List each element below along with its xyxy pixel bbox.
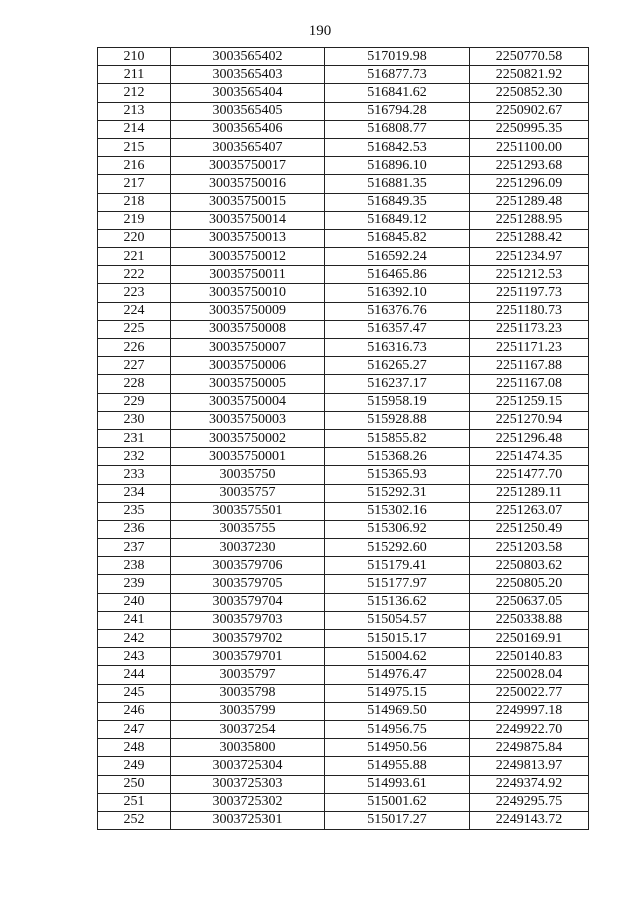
x-coordinate-cell: 516392.10 [325,284,470,302]
point-id-cell: 30035750010 [171,284,325,302]
x-coordinate-cell: 514993.61 [325,775,470,793]
point-id-cell: 3003579705 [171,575,325,593]
y-coordinate-cell: 2251296.09 [470,175,589,193]
x-coordinate-cell: 515306.92 [325,520,470,538]
table-row [98,448,589,466]
point-id-cell: 30037254 [171,720,325,738]
table-row [98,557,589,575]
point-number-cell: 222 [98,266,171,284]
y-coordinate-cell: 2251288.42 [470,229,589,247]
y-coordinate-cell: 2250338.88 [470,611,589,629]
y-coordinate-cell: 2251263.07 [470,502,589,520]
table-row [98,648,589,666]
y-coordinate-cell: 2251250.49 [470,520,589,538]
point-number-cell: 236 [98,520,171,538]
y-coordinate-cell: 2251293.68 [470,157,589,175]
point-number-cell: 250 [98,775,171,793]
point-id-cell: 3003565402 [171,48,325,66]
x-coordinate-cell: 516841.62 [325,84,470,102]
point-number-cell: 216 [98,157,171,175]
point-number-cell: 210 [98,48,171,66]
table-row [98,320,589,338]
point-id-cell: 30035750012 [171,248,325,266]
point-number-cell: 226 [98,339,171,357]
x-coordinate-cell: 515368.26 [325,448,470,466]
point-id-cell: 30035800 [171,739,325,757]
point-id-cell: 30035755 [171,520,325,538]
point-id-cell: 30035750004 [171,393,325,411]
point-id-cell: 30035798 [171,684,325,702]
table-row [98,302,589,320]
y-coordinate-cell: 2251203.58 [470,539,589,557]
table-row [98,229,589,247]
point-number-cell: 238 [98,557,171,575]
y-coordinate-cell: 2251171.23 [470,339,589,357]
table-row [98,375,589,393]
x-coordinate-cell: 515136.62 [325,593,470,611]
x-coordinate-cell: 514969.50 [325,702,470,720]
point-id-cell: 30035750008 [171,320,325,338]
point-number-cell: 225 [98,320,171,338]
point-id-cell: 30035750002 [171,429,325,447]
point-id-cell: 30037230 [171,539,325,557]
point-number-cell: 240 [98,593,171,611]
table-row [98,284,589,302]
table-row [98,702,589,720]
table-row [98,520,589,538]
point-id-cell: 3003565404 [171,84,325,102]
table-row [98,575,589,593]
y-coordinate-cell: 2251289.11 [470,484,589,502]
y-coordinate-cell: 2250140.83 [470,648,589,666]
y-coordinate-cell: 2249875.84 [470,739,589,757]
point-id-cell: 30035750 [171,466,325,484]
y-coordinate-cell: 2251234.97 [470,248,589,266]
x-coordinate-cell: 516237.17 [325,375,470,393]
y-coordinate-cell: 2251270.94 [470,411,589,429]
y-coordinate-cell: 2251100.00 [470,138,589,156]
table-row [98,757,589,775]
point-number-cell: 219 [98,211,171,229]
x-coordinate-cell: 515365.93 [325,466,470,484]
x-coordinate-cell: 514950.56 [325,739,470,757]
x-coordinate-cell: 515015.17 [325,630,470,648]
table-row [98,775,589,793]
x-coordinate-cell: 516845.82 [325,229,470,247]
table-row [98,248,589,266]
point-id-cell: 3003579706 [171,557,325,575]
x-coordinate-cell: 516592.24 [325,248,470,266]
x-coordinate-cell: 515177.97 [325,575,470,593]
y-coordinate-cell: 2250995.35 [470,120,589,138]
table-row [98,429,589,447]
table-row [98,593,589,611]
y-coordinate-cell: 2249813.97 [470,757,589,775]
point-id-cell: 30035750007 [171,339,325,357]
page-number: 190 [308,23,332,39]
point-id-cell: 30035750016 [171,175,325,193]
point-number-cell: 218 [98,193,171,211]
y-coordinate-cell: 2250821.92 [470,66,589,84]
point-id-cell: 3003579701 [171,648,325,666]
x-coordinate-cell: 514956.75 [325,720,470,738]
x-coordinate-cell: 516842.53 [325,138,470,156]
x-coordinate-cell: 515001.62 [325,793,470,811]
table-row [98,502,589,520]
x-coordinate-cell: 514976.47 [325,666,470,684]
point-number-cell: 211 [98,66,171,84]
y-coordinate-cell: 2249295.75 [470,793,589,811]
point-id-cell: 30035757 [171,484,325,502]
y-coordinate-cell: 2250770.58 [470,48,589,66]
x-coordinate-cell: 515179.41 [325,557,470,575]
y-coordinate-cell: 2250852.30 [470,84,589,102]
point-number-cell: 244 [98,666,171,684]
point-number-cell: 252 [98,811,171,829]
point-number-cell: 213 [98,102,171,120]
point-number-cell: 237 [98,539,171,557]
point-number-cell: 247 [98,720,171,738]
point-number-cell: 212 [98,84,171,102]
point-id-cell: 3003725302 [171,793,325,811]
table-row [98,393,589,411]
point-number-cell: 234 [98,484,171,502]
x-coordinate-cell: 516794.28 [325,102,470,120]
table-row [98,411,589,429]
table-row [98,539,589,557]
x-coordinate-cell: 516877.73 [325,66,470,84]
point-id-cell: 30035797 [171,666,325,684]
point-number-cell: 248 [98,739,171,757]
x-coordinate-cell: 516808.77 [325,120,470,138]
point-number-cell: 215 [98,138,171,156]
point-id-cell: 30035750001 [171,448,325,466]
x-coordinate-cell: 515017.27 [325,811,470,829]
point-id-cell: 3003579703 [171,611,325,629]
y-coordinate-cell: 2251474.35 [470,448,589,466]
y-coordinate-cell: 2250805.20 [470,575,589,593]
y-coordinate-cell: 2250902.67 [470,102,589,120]
y-coordinate-cell: 2251180.73 [470,302,589,320]
y-coordinate-cell: 2250803.62 [470,557,589,575]
y-coordinate-cell: 2249374.92 [470,775,589,793]
point-number-cell: 231 [98,429,171,447]
point-id-cell: 3003725303 [171,775,325,793]
y-coordinate-cell: 2251289.48 [470,193,589,211]
table-row [98,739,589,757]
point-id-cell: 3003565403 [171,66,325,84]
point-number-cell: 239 [98,575,171,593]
y-coordinate-cell: 2250028.04 [470,666,589,684]
table-row [98,630,589,648]
x-coordinate-cell: 515855.82 [325,429,470,447]
point-number-cell: 246 [98,702,171,720]
x-coordinate-cell: 516849.12 [325,211,470,229]
y-coordinate-cell: 2250169.91 [470,630,589,648]
y-coordinate-cell: 2249997.18 [470,702,589,720]
x-coordinate-cell: 516265.27 [325,357,470,375]
point-number-cell: 245 [98,684,171,702]
x-coordinate-cell: 515292.60 [325,539,470,557]
point-number-cell: 233 [98,466,171,484]
x-coordinate-cell: 515004.62 [325,648,470,666]
y-coordinate-cell: 2251197.73 [470,284,589,302]
table-row [98,811,589,829]
point-number-cell: 242 [98,630,171,648]
y-coordinate-cell: 2251167.88 [470,357,589,375]
x-coordinate-cell: 515292.31 [325,484,470,502]
point-id-cell: 30035750005 [171,375,325,393]
table-row [98,684,589,702]
point-number-cell: 217 [98,175,171,193]
x-coordinate-cell: 515958.19 [325,393,470,411]
point-id-cell: 30035750015 [171,193,325,211]
table-row [98,157,589,175]
point-number-cell: 251 [98,793,171,811]
x-coordinate-cell: 515302.16 [325,502,470,520]
y-coordinate-cell: 2251173.23 [470,320,589,338]
point-number-cell: 214 [98,120,171,138]
table-row [98,138,589,156]
point-id-cell: 30035750011 [171,266,325,284]
point-id-cell: 3003579704 [171,593,325,611]
table-row [98,175,589,193]
table-row [98,193,589,211]
point-id-cell: 30035750003 [171,411,325,429]
point-id-cell: 30035799 [171,702,325,720]
x-coordinate-cell: 514975.15 [325,684,470,702]
table-row [98,102,589,120]
y-coordinate-cell: 2250637.05 [470,593,589,611]
point-id-cell: 3003575501 [171,502,325,520]
y-coordinate-cell: 2251212.53 [470,266,589,284]
point-id-cell: 30035750017 [171,157,325,175]
point-number-cell: 229 [98,393,171,411]
y-coordinate-cell: 2251259.15 [470,393,589,411]
x-coordinate-cell: 516881.35 [325,175,470,193]
point-id-cell: 3003579702 [171,630,325,648]
point-id-cell: 30035750009 [171,302,325,320]
point-id-cell: 30035750006 [171,357,325,375]
x-coordinate-cell: 515928.88 [325,411,470,429]
point-number-cell: 223 [98,284,171,302]
table-row [98,211,589,229]
x-coordinate-cell: 516357.47 [325,320,470,338]
y-coordinate-cell: 2249143.72 [470,811,589,829]
y-coordinate-cell: 2251477.70 [470,466,589,484]
point-number-cell: 243 [98,648,171,666]
table-row [98,120,589,138]
table-row [98,484,589,502]
table-row [98,339,589,357]
table-row [98,666,589,684]
point-number-cell: 235 [98,502,171,520]
table-row [98,266,589,284]
point-number-cell: 230 [98,411,171,429]
x-coordinate-cell: 516465.86 [325,266,470,284]
point-id-cell: 30035750014 [171,211,325,229]
point-number-cell: 220 [98,229,171,247]
coordinates-table-body [98,48,589,830]
y-coordinate-cell: 2251167.08 [470,375,589,393]
point-id-cell: 3003565405 [171,102,325,120]
table-row [98,611,589,629]
point-number-cell: 224 [98,302,171,320]
table-row [98,357,589,375]
table-row [98,720,589,738]
x-coordinate-cell: 515054.57 [325,611,470,629]
y-coordinate-cell: 2250022.77 [470,684,589,702]
x-coordinate-cell: 516896.10 [325,157,470,175]
point-id-cell: 30035750013 [171,229,325,247]
x-coordinate-cell: 514955.88 [325,757,470,775]
y-coordinate-cell: 2251288.95 [470,211,589,229]
point-id-cell: 3003565407 [171,138,325,156]
coordinates-table [97,47,589,830]
table-row [98,48,589,66]
point-number-cell: 232 [98,448,171,466]
table-row [98,466,589,484]
x-coordinate-cell: 516376.76 [325,302,470,320]
y-coordinate-cell: 2249922.70 [470,720,589,738]
point-number-cell: 221 [98,248,171,266]
x-coordinate-cell: 516849.35 [325,193,470,211]
point-number-cell: 227 [98,357,171,375]
point-number-cell: 249 [98,757,171,775]
x-coordinate-cell: 516316.73 [325,339,470,357]
table-row [98,84,589,102]
table-row [98,793,589,811]
point-id-cell: 3003565406 [171,120,325,138]
y-coordinate-cell: 2251296.48 [470,429,589,447]
point-id-cell: 3003725301 [171,811,325,829]
table-row [98,66,589,84]
point-number-cell: 241 [98,611,171,629]
point-id-cell: 3003725304 [171,757,325,775]
x-coordinate-cell: 517019.98 [325,48,470,66]
point-number-cell: 228 [98,375,171,393]
